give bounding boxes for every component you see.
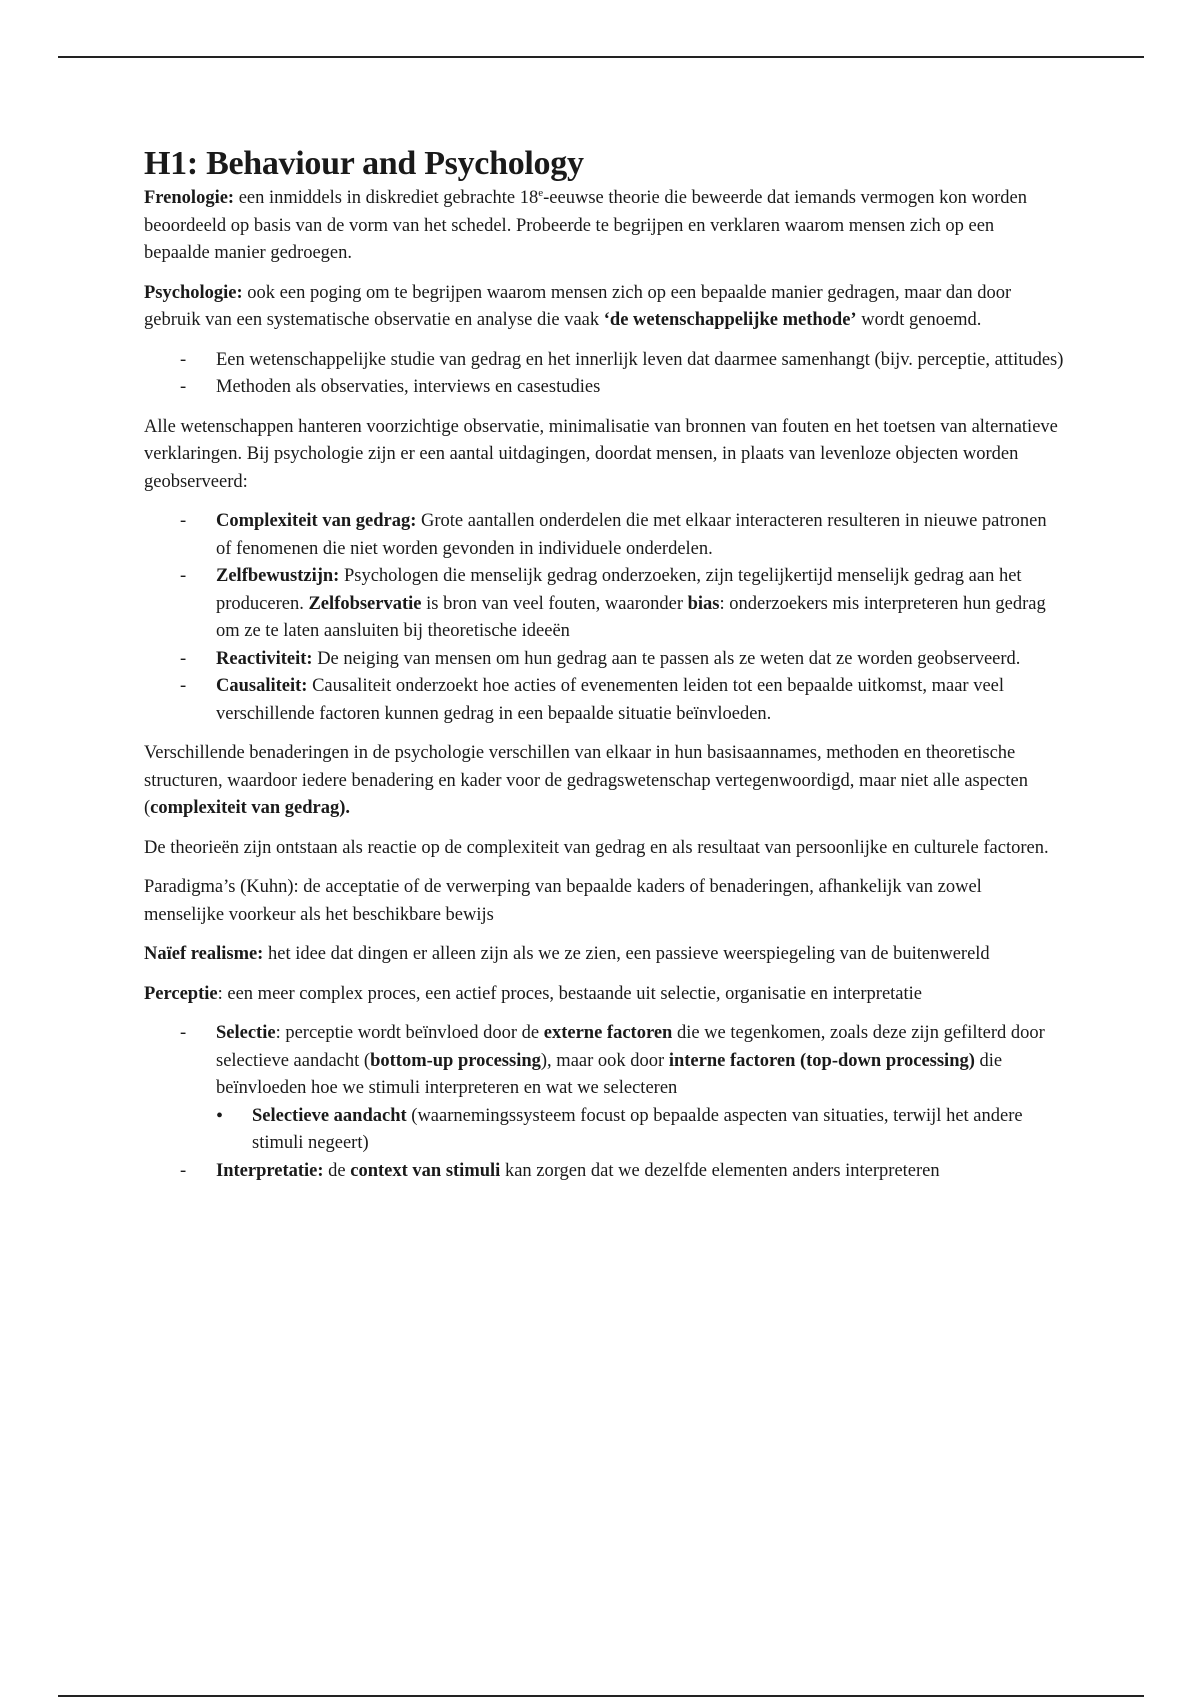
list-uitdagingen (144, 508, 1064, 728)
header-rule (58, 56, 1144, 58)
paragraph-naief-realisme: Naïef realisme: het idee dat dingen er alleen zijn als we ze zien, een passieve weerspiegeling van de buitenwereld (144, 944, 990, 964)
list-item-complexiteit: - Complexiteit van gedrag: Grote aantallen onderdelen die met elkaar interacteren resulteren in nieuwe patronen of fenomenen die niet worden gevonden in individuele onderdelen. (144, 508, 1064, 563)
list-item-selectieve-aandacht: • Selectieve aandacht (waarnemingssysteem focust op bepaalde aspecten van situaties, terwijl het andere stimuli negeert) (216, 1103, 1064, 1158)
list-item-selectie: - Selectie: perceptie wordt beïnvloed door de externe factoren die we tegenkomen, zoals deze zijn gefilterd door selectieve aandacht (bottom-up processing), maar ook door interne factoren (top-down processing) die beïnvloeden hoe we stimuli interpreteren en wat we selecteren • Selectieve aandacht (waarnemingssysteem focust op bepaalde aspecten van situaties, terwijl het andere stimuli negeert) (144, 1020, 1064, 1158)
paragraph-paradigmas: Paradigma’s (Kuhn): de acceptatie of de verwerping van bepaalde kaders of benaderingen, afhankelijk van zowel menselijke voorkeur als het beschikbare bewijs (144, 877, 982, 925)
paragraph-frenologie: Frenologie: een inmiddels in diskrediet gebrachte 18e-eeuwse theorie die beweerde dat iemands vermogen kon worden beoordeeld op basis van de vorm van het schedel. Probeerde te begrijpen en verklaren waarom mensen zich op een bepaalde manier gedroegen. (144, 186, 1028, 263)
term-frenologie: Frenologie: (144, 188, 235, 208)
paragraph-perceptie: Perceptie: een meer complex proces, een actief proces, bestaande uit selectie, organisatie en interpretatie (144, 983, 923, 1004)
list-item-reactiviteit: - Reactiviteit: De neiging van mensen om hun gedrag aan te passen als ze weten dat ze worden geobserveerd. (144, 646, 1064, 674)
list-item: - Methoden als observaties, interviews en casestudies (144, 374, 1064, 402)
paragraph-benaderingen: Verschillende benaderingen in de psychologie verschillen van elkaar in hun basisaannames, methoden en theoretische structuren, waardoor iedere benadering en kader voor de gedragswetenschap vertegenwoordigd, maar niet alle aspecten (complexiteit van gedrag). (144, 743, 1029, 818)
page-title: H1: Behaviour and Psychology (144, 145, 584, 182)
list-item-interpretatie: - Interpretatie: de context van stimuli kan zorgen dat we dezelfde elementen anders interpreteren (144, 1158, 1064, 1186)
paragraph-wetenschappen: Alle wetenschappen hanteren voorzichtige observatie, minimalisatie van bronnen van fouten en het toetsen van alternatieve verklaringen. Bij psychologie zijn er een aantal uitdagingen, doordat mensen, in plaats van levenloze objecten worden geobserveerd: (144, 416, 1058, 492)
footer-rule (58, 1695, 1144, 1697)
paragraph-psychologie: Psychologie: ook een poging om te begrijpen waarom mensen zich op een bepaalde manier gedragen, maar dan door gebruik van een systematische observatie en analyse die vaak ‘de wetenschappelijke methode’ wordt genoemd. (144, 282, 1012, 330)
list-perceptie (144, 1020, 1064, 1185)
paragraph-theorieen: De theorieën zijn ontstaan als reactie op de complexiteit van gedrag en als resultaat van persoonlijke en culturele factoren. (144, 837, 1049, 858)
list-psychologie (144, 347, 1064, 402)
list-item-causaliteit: - Causaliteit: Causaliteit onderzoekt hoe acties of evenementen leiden tot een bepaalde uitkomst, maar veel verschillende factoren kunnen gedrag in een bepaalde situatie beïnvloeden. (144, 673, 1064, 728)
term-psychologie: Psychologie: (144, 282, 243, 303)
document-body (144, 143, 1064, 1197)
list-item: - Een wetenschappelijke studie van gedrag en het innerlijk leven dat daarmee samenhangt (bijv. perceptie, attitudes) (144, 347, 1064, 375)
list-item-zelfbewustzijn: - Zelfbewustzijn: Psychologen die menselijk gedrag onderzoeken, zijn tegelijkertijd menselijk gedrag aan het produceren. Zelfobservatie is bron van veel fouten, waaronder bias: onderzoekers mis interpreteren hun gedrag om ze te laten aansluiten bij theoretische ideeën (144, 563, 1064, 646)
sub-list-selectie (216, 1103, 1064, 1158)
